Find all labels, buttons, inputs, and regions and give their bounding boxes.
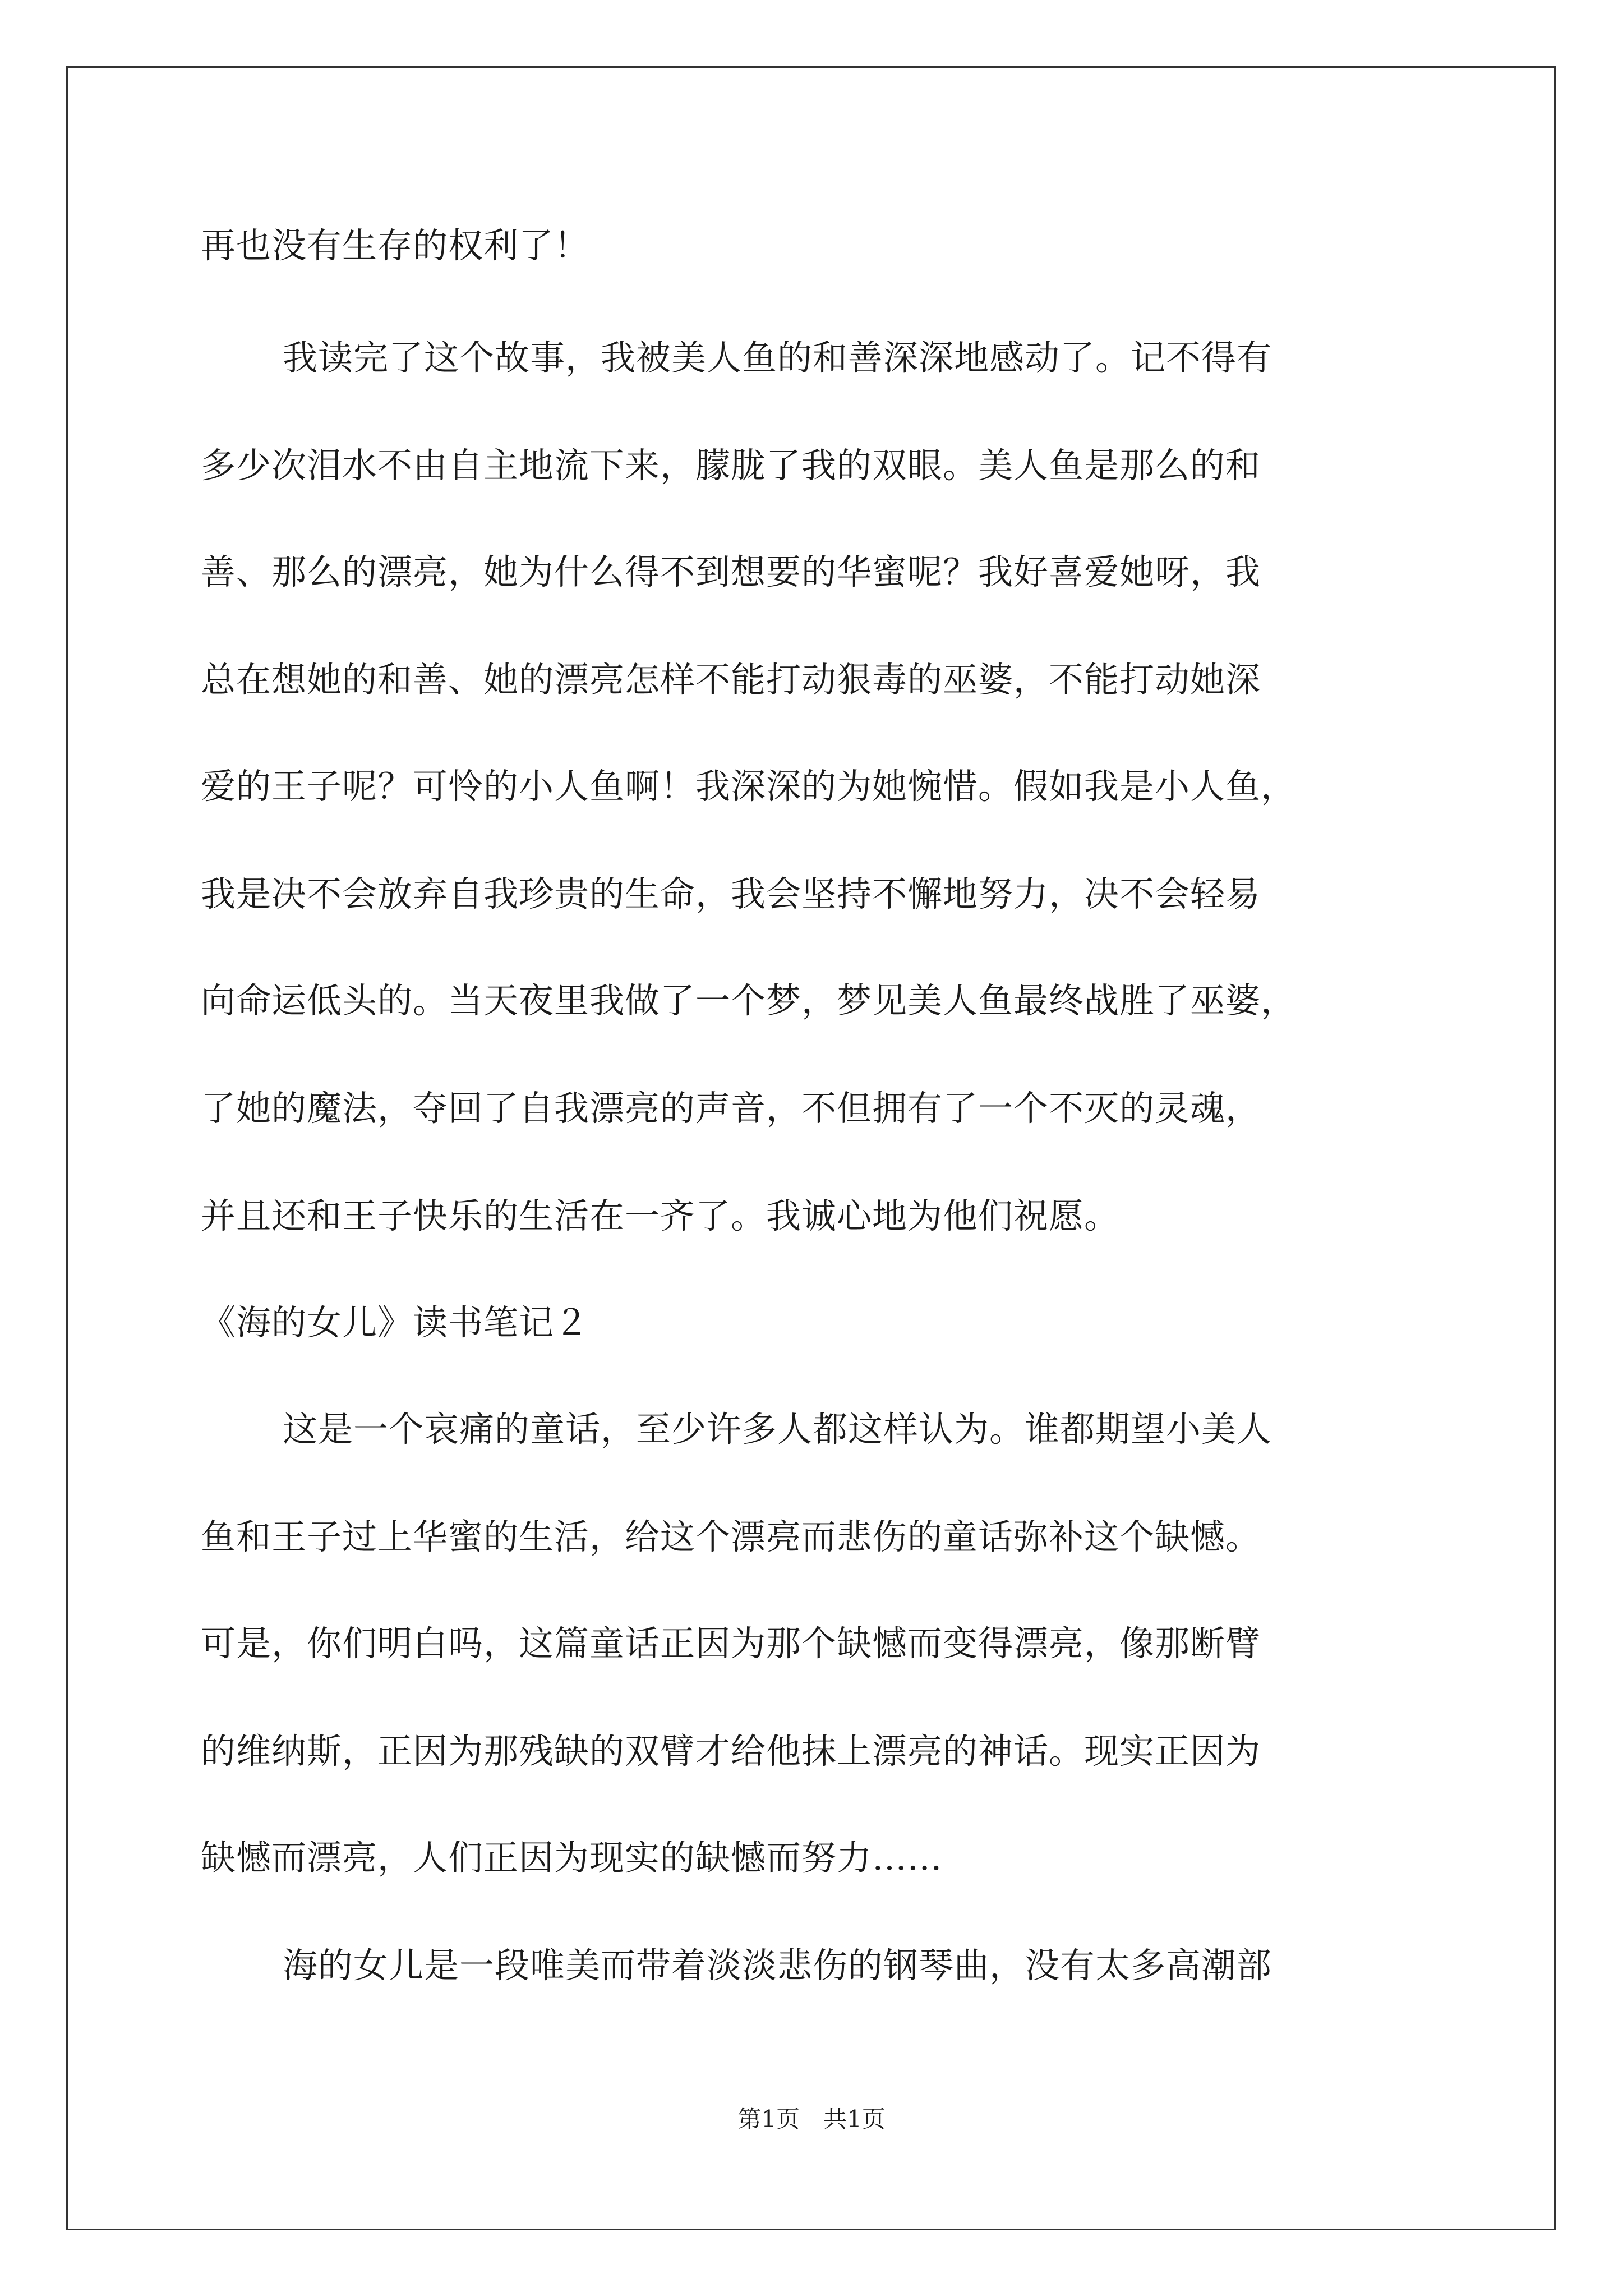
text-line: 再也没有生存的权利了！ — [201, 225, 590, 266]
text-line: 缺憾而漂亮，人们正因为现实的缺憾而努力…... — [201, 1837, 943, 1878]
text-line: 我是决不会放弃自我珍贵的生命，我会坚持不懈地努力，决不会轻易 — [201, 873, 1261, 914]
text-line: 多少次泪水不由自主地流下来，朦胧了我的双眼。美人鱼是那么的和 — [201, 445, 1261, 486]
text-line: 可是，你们明白吗，这篇童话正因为那个缺憾而变得漂亮，像那断臂 — [201, 1623, 1261, 1664]
section-heading: 《海的女儿》读书笔记２ — [201, 1302, 590, 1343]
page-border — [66, 66, 1556, 2230]
text-line: 鱼和王子过上华蜜的生活，给这个漂亮而悲伤的童话弥补这个缺憾。 — [201, 1516, 1261, 1557]
text-line: 向命运低头的。当天夜里我做了一个梦，梦见美人鱼最终战胜了巫婆， — [201, 980, 1297, 1021]
paragraph-start-line: 我读完了这个故事，我被美人鱼的和善深深地感动了。记不得有 — [283, 337, 1272, 378]
text-line: 的维纳斯，正因为那残缺的双臂才给他抹上漂亮的神话。现实正因为 — [201, 1731, 1261, 1772]
text-line: 了她的魔法，夺回了自我漂亮的声音，不但拥有了一个不灭的灵魂， — [201, 1088, 1261, 1129]
page-number-footer: 第1页 共1页 — [737, 2105, 886, 2133]
paragraph-start-line: 海的女儿是一段唯美而带着淡淡悲伤的钢琴曲，没有太多高潮部 — [283, 1945, 1272, 1986]
text-line: 善、那么的漂亮，她为什么得不到想要的华蜜呢？我好喜爱她呀，我 — [201, 551, 1261, 592]
paragraph-start-line: 这是一个哀痛的童话，至少许多人都这样认为。谁都期望小美人 — [283, 1409, 1272, 1450]
text-line: 总在想她的和善、她的漂亮怎样不能打动狠毒的巫婆，不能打动她深 — [201, 659, 1261, 700]
text-line: 并且还和王子快乐的生活在一齐了。我诚心地为他们祝愿。 — [201, 1195, 1120, 1236]
text-line: 爱的王子呢？可怜的小人鱼啊！我深深的为她惋惜。假如我是小人鱼， — [201, 766, 1297, 807]
